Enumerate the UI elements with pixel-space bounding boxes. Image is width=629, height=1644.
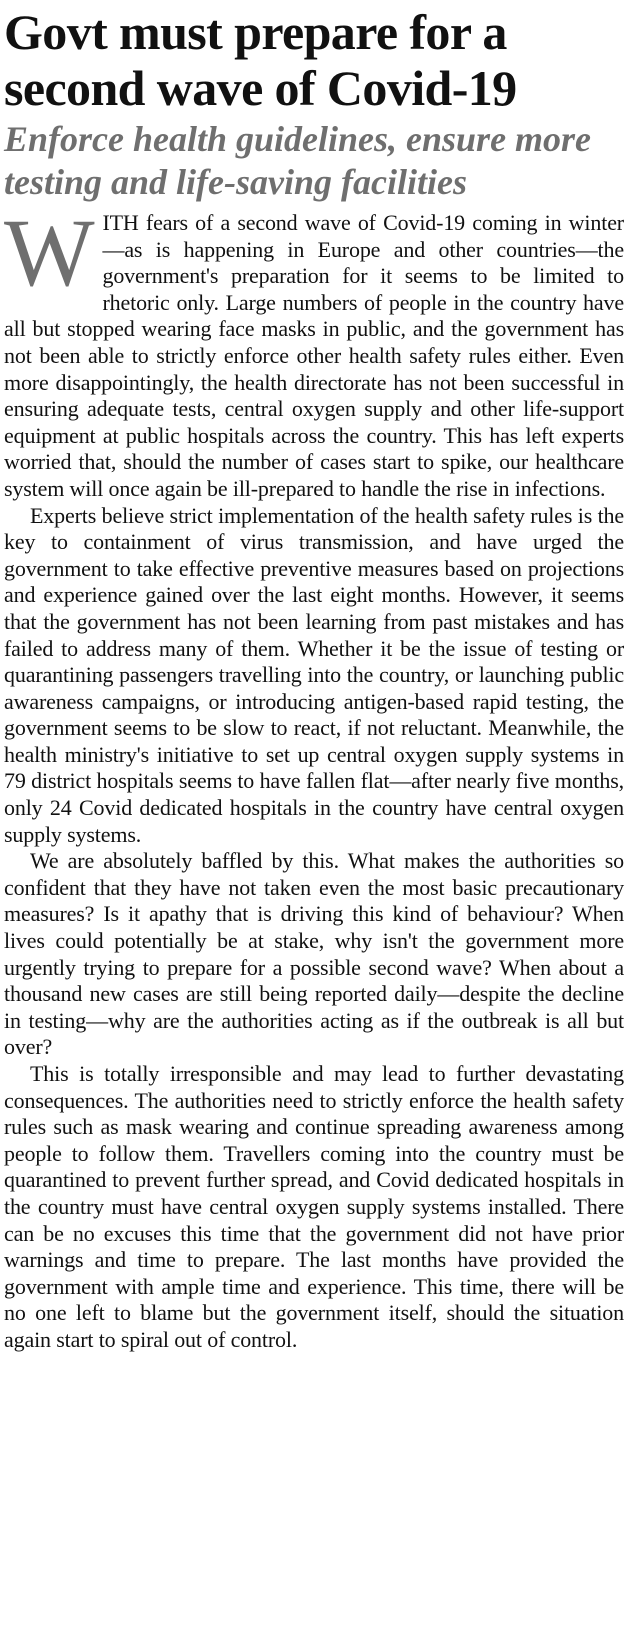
paragraph-3: We are absolutely baffled by this. What makes the authorities so confident that they have not taken even the most basic precautionary measures? Is it apathy that is driving this kind of behaviour? When lives could potentially be at stake, why isn't the government more urgently trying to prepare for a possible second wave? When about a thousand new cases are still being reported daily—despite the decline in testing—why are the authorities acting as if the outbreak is all but over? [4, 848, 624, 1060]
paragraph-1 [4, 199, 624, 503]
drop-cap: W [4, 199, 95, 306]
headline: Govt must prepare for a second wave of Covid-19 [4, 4, 517, 116]
subheadline: Enforce health guidelines, ensure more testing and life-saving facilities [4, 119, 592, 202]
paragraph-1-text: ITH fears of a second wave of Covid-19 coming in winter—as is happening in Europe and other countries—the government's preparation for it seems to be limited to rhetoric only. Large numbers of people in the country have all but stopped wearing face masks in public, and the government has not been able to strictly enforce other health safety rules either. Even more disappointingly, the health directorate has not been successful in ensuring adequate tests, central oxygen supply and other life-support equipment at public hospitals across the country. This has left experts worried that, should the number of cases start to spike, our healthcare system will once again be ill-prepared to handle the rise in infections. [4, 210, 624, 501]
article-body [4, 199, 624, 1354]
paragraph-2: Experts believe strict implementation of the health safety rules is the key to containment of virus transmission, and have urged the government to take effective preventive measures based on projections and experience gained over the last eight months. However, it seems that the government has not been learning from past mistakes and has failed to address many of them. Whether it be the issue of testing or quarantining passengers travelling into the country, or launching public awareness campaigns, or introducing antigen-based rapid testing, the government seems to be slow to react, if not reluctant. Meanwhile, the health ministry's initiative to set up central oxygen supply systems in 79 district hospitals seems to have fallen flat—after nearly five months, only 24 Covid dedicated hospitals in the country have central oxygen supply systems. [4, 502, 624, 847]
paragraph-4: This is totally irresponsible and may lead to further devastating consequences. The authorities need to strictly enforce the health safety rules such as mask wearing and continue spreading awareness among people to follow them. Travellers coming into the country must be quarantined to prevent further spread, and Covid dedicated hospitals in the country must have central oxygen supply systems installed. There can be no excuses this time that the government did not have prior warnings and time to prepare. The last months have provided the government with ample time and experience. This time, there will be no one left to blame but the government itself, should the situation again start to spiral out of control. [4, 1061, 624, 1352]
editorial-article [4, 4, 624, 1354]
